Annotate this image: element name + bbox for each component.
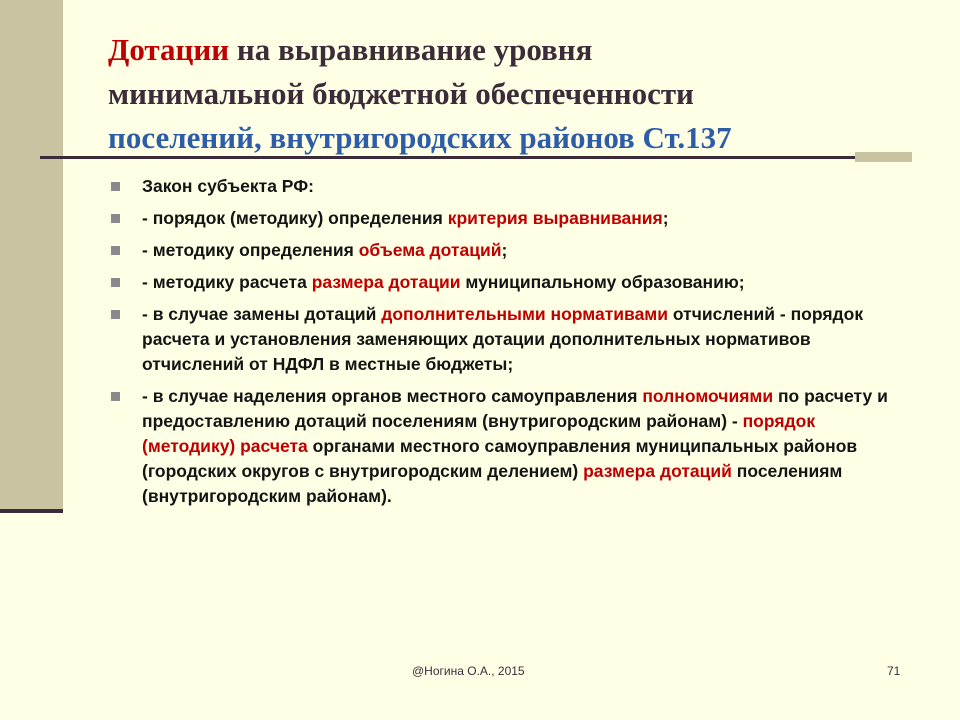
- left-decorative-band: [0, 0, 63, 512]
- bullet-highlight: размера дотации: [311, 272, 461, 292]
- bullet-text: органами местного самоуправления муниципальных районов (городских округов с внутригородским делением): [142, 436, 858, 481]
- bullet-text: ;: [501, 240, 508, 260]
- title-line-2: минимальной бюджетной обеспеченности: [108, 76, 694, 111]
- bullet-text: по расчету и предоставлению дотаций поселениям (внутригородским районам) -: [142, 386, 888, 431]
- bullet-item: [108, 270, 888, 295]
- title-line-1: [108, 28, 908, 72]
- title-highlight-red: Дотации: [108, 32, 230, 67]
- title-line-3-blue: поселений, внутригородских районов Ст.137: [108, 120, 732, 155]
- bullet-text: ;: [662, 208, 669, 228]
- bullet-text: муниципальному образованию;: [460, 272, 745, 292]
- bullet-highlight: объема дотаций: [358, 240, 502, 260]
- left-band-divider: [0, 509, 63, 513]
- title-underline: [40, 156, 912, 159]
- title-line-1-rest: на выравнивание уровня: [229, 32, 593, 67]
- footer-author: @Ногина О.А., 2015: [412, 664, 525, 678]
- bullet-text: Закон субъекта РФ:: [142, 176, 315, 196]
- bullet-text: - в случае наделения органов местного самоуправления: [142, 386, 643, 406]
- bullet-highlight: дополнительными нормативами: [381, 304, 669, 324]
- bullet-item: [108, 302, 888, 377]
- bullet-text: - в случае замены дотаций: [142, 304, 382, 324]
- bullet-item: [108, 238, 888, 263]
- square-bullet-icon: [111, 392, 120, 401]
- bullet-item: [108, 206, 888, 231]
- square-bullet-icon: [111, 246, 120, 255]
- bullet-highlight: порядок (методику) расчета: [142, 411, 816, 456]
- square-bullet-icon: [111, 214, 120, 223]
- bullet-text: - методику расчета: [142, 272, 312, 292]
- title-underline-accent: [855, 152, 912, 162]
- bullet-item: [108, 174, 888, 199]
- bullet-text: поселениям (внутригородским районам).: [142, 461, 843, 506]
- slide-title: [108, 28, 908, 160]
- bullet-highlight: критерия выравнивания: [447, 208, 663, 228]
- bullet-text: - порядок (методику) определения: [142, 208, 448, 228]
- bullet-item: [108, 384, 888, 509]
- page-number: 71: [887, 664, 901, 678]
- bullet-list: [108, 174, 888, 516]
- bullet-text: отчислений - порядок расчета и установления заменяющих дотации дополнительных нормативов отчислений от НДФЛ в местные бюджеты;: [142, 304, 864, 374]
- bullet-text: - методику определения: [142, 240, 359, 260]
- square-bullet-icon: [111, 278, 120, 287]
- bullet-highlight: полномочиями: [642, 386, 774, 406]
- bullet-highlight: размера дотаций: [583, 461, 732, 481]
- square-bullet-icon: [111, 310, 120, 319]
- square-bullet-icon: [111, 182, 120, 191]
